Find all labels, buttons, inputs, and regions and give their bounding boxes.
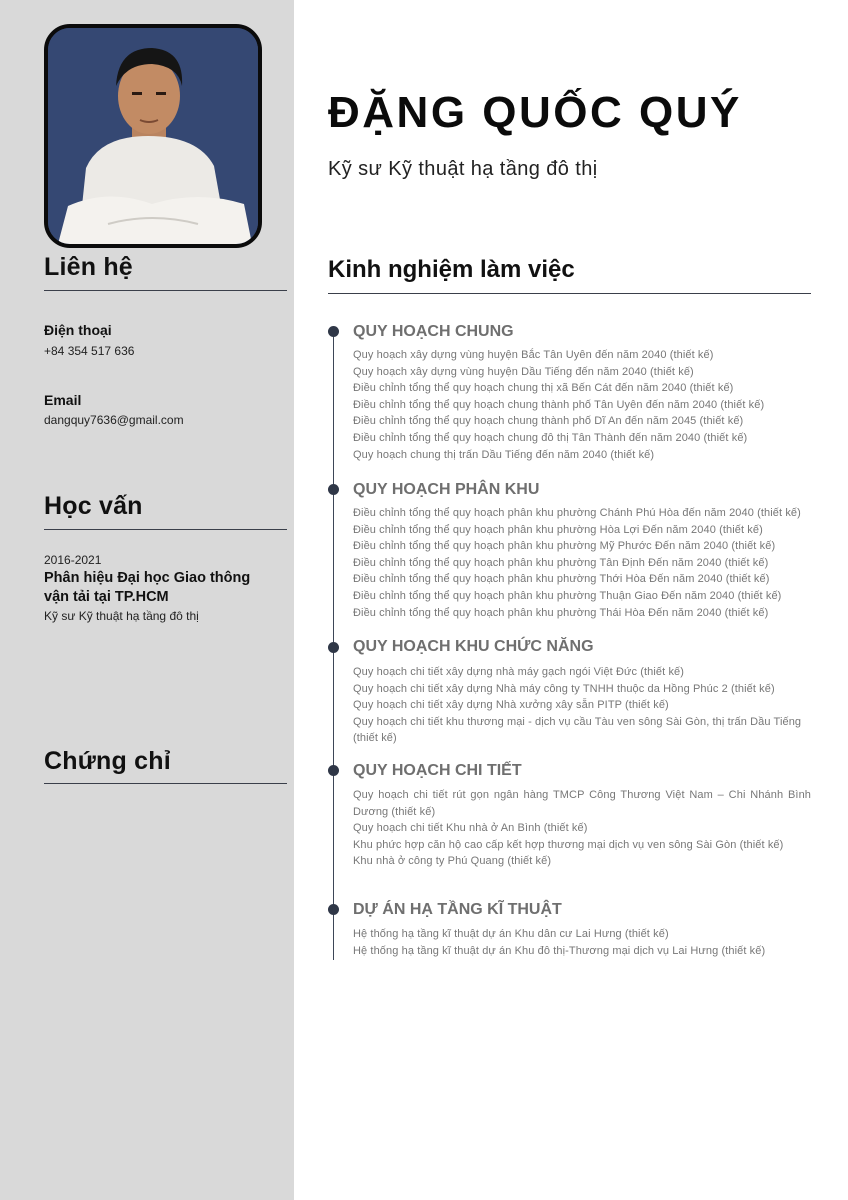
phone-label: Điện thoại bbox=[44, 322, 112, 338]
contact-heading: Liên hệ bbox=[44, 253, 133, 281]
experience-heading: Kinh nghiệm làm việc bbox=[328, 256, 575, 283]
section-list-detailed-planning bbox=[353, 787, 811, 870]
list-item: Điều chỉnh tổng thể quy hoạch phân khu phường Thái Hòa Đến năm 2040 (thiết kế) bbox=[353, 606, 769, 619]
phone-number: +84 354 517 636 bbox=[44, 344, 135, 358]
email-address[interactable]: dangquy7636@gmail.com bbox=[44, 413, 184, 427]
list-item: Điều chỉnh tổng thể quy hoạch phân khu phường Hòa Lợi Đến năm 2040 (thiết kế) bbox=[353, 523, 763, 536]
list-item: Quy hoạch chi tiết khu thương mại - dịch vụ cầu Tàu ven sông Sài Gòn, thị trấn Dầu Tiếng (thiết kế) bbox=[353, 715, 802, 745]
list-item: Quy hoạch xây dựng vùng huyện Bắc Tân Uyên đến năm 2040 (thiết kế) bbox=[353, 349, 714, 361]
list-item: Điều chỉnh tổng thể quy hoạch chung đô thị Tân Thành đến năm 2040 (thiết kế) bbox=[353, 431, 748, 444]
list-item: Điều chỉnh tổng thể quy hoạch chung thành phố Tân Uyên đến năm 2040 (thiết kế) bbox=[353, 398, 765, 411]
list-item: Quy hoạch chi tiết xây dựng Nhà xưởng xây sẵn PITP (thiết kế) bbox=[353, 699, 669, 712]
person-name: ĐẶNG QUỐC QUÝ bbox=[328, 88, 742, 137]
section-title-functional-zone: QUY HOẠCH KHU CHỨC NĂNG bbox=[353, 638, 594, 655]
section-list-general-planning bbox=[353, 347, 811, 463]
section-title-detailed-planning: QUY HOẠCH CHI TIẾT bbox=[353, 762, 522, 779]
section-list-infrastructure bbox=[353, 926, 811, 959]
section-title-general-planning: QUY HOẠCH CHUNG bbox=[353, 323, 514, 340]
certificates-heading: Chứng chỉ bbox=[44, 747, 171, 775]
list-item: Quy hoạch chi tiết xây dựng nhà máy gạch ngói Việt Đức (thiết kế) bbox=[353, 666, 685, 678]
list-item: Quy hoạch chi tiết rút gọn ngân hàng TMCP Công Thương Việt Nam – Chi Nhánh Bình Dương (thiết kế) bbox=[353, 789, 811, 818]
timeline-dot bbox=[328, 484, 339, 495]
list-item: Điều chỉnh tổng thể quy hoạch chung thị xã Bến Cát đến năm 2040 (thiết kế) bbox=[353, 382, 734, 395]
list-item: Hệ thống hạ tầng kĩ thuật dự án Khu đô thị-Thương mại dịch vụ Lai Hưng (thiết kế) bbox=[353, 944, 766, 957]
list-item: Điều chỉnh tổng thể quy hoạch chung thành phố Dĩ An đến năm 2045 (thiết kế) bbox=[353, 415, 744, 428]
education-divider bbox=[44, 529, 287, 530]
timeline-dot bbox=[328, 904, 339, 915]
education-heading: Học vấn bbox=[44, 492, 143, 520]
section-title-infrastructure: DỰ ÁN HẠ TẦNG KĨ THUẬT bbox=[353, 901, 562, 918]
education-years: 2016-2021 bbox=[44, 553, 102, 567]
section-title-zoning-planning: QUY HOẠCH PHÂN KHU bbox=[353, 481, 540, 498]
contact-divider bbox=[44, 290, 287, 291]
list-item: Khu phức hợp căn hộ cao cấp kết hợp thương mại dịch vụ ven sông Sài Gòn (thiết kế) bbox=[353, 838, 784, 851]
education-school: Phân hiệu Đại học Giao thông vận tải tại TP.HCM bbox=[44, 570, 251, 605]
portrait-image bbox=[48, 28, 258, 244]
timeline-dot bbox=[328, 642, 339, 653]
list-item: Quy hoạch chi tiết Khu nhà ở An Bình (thiết kế) bbox=[353, 822, 588, 835]
list-item: Điều chỉnh tổng thể quy hoạch phân khu phường Thuận Giao Đến năm 2040 (thiết kế) bbox=[353, 589, 782, 602]
experience-divider bbox=[328, 293, 811, 294]
list-item: Quy hoạch xây dựng vùng huyện Dầu Tiếng đến năm 2040 (thiết kế) bbox=[353, 365, 694, 378]
section-list-zoning-planning bbox=[353, 505, 811, 621]
education-degree: Kỹ sư Kỹ thuật hạ tầng đô thị bbox=[44, 609, 199, 623]
profile-photo bbox=[44, 24, 262, 248]
list-item: Quy hoạch chi tiết xây dựng Nhà máy công ty TNHH thuộc da Hồng Phúc 2 (thiết kế) bbox=[353, 682, 775, 695]
list-item: Điều chỉnh tổng thể quy hoạch phân khu phường Thới Hòa Đến năm 2040 (thiết kế) bbox=[353, 573, 770, 586]
email-label: Email bbox=[44, 392, 82, 408]
list-item: Hệ thống hạ tầng kĩ thuật dự án Khu dân cư Lai Hưng (thiết kế) bbox=[353, 928, 669, 940]
section-list-functional-zone bbox=[353, 664, 811, 747]
list-item: Khu nhà ở công ty Phú Quang (thiết kế) bbox=[353, 855, 552, 868]
list-item: Quy hoạch chung thị trấn Dầu Tiếng đến năm 2040 (thiết kế) bbox=[353, 448, 655, 461]
list-item: Điều chỉnh tổng thể quy hoạch phân khu phường Tân Định Đến năm 2040 (thiết kế) bbox=[353, 556, 769, 569]
list-item: Điều chỉnh tổng thể quy hoạch phân khu phường Chánh Phú Hòa đến năm 2040 (thiết kế) bbox=[353, 507, 801, 519]
person-role: Kỹ sư Kỹ thuật hạ tầng đô thị bbox=[328, 158, 598, 180]
certificates-divider bbox=[44, 783, 287, 784]
timeline-dot bbox=[328, 765, 339, 776]
list-item: Điều chỉnh tổng thể quy hoạch phân khu phường Mỹ Phước Đến năm 2040 (thiết kế) bbox=[353, 540, 776, 553]
timeline-dot bbox=[328, 326, 339, 337]
